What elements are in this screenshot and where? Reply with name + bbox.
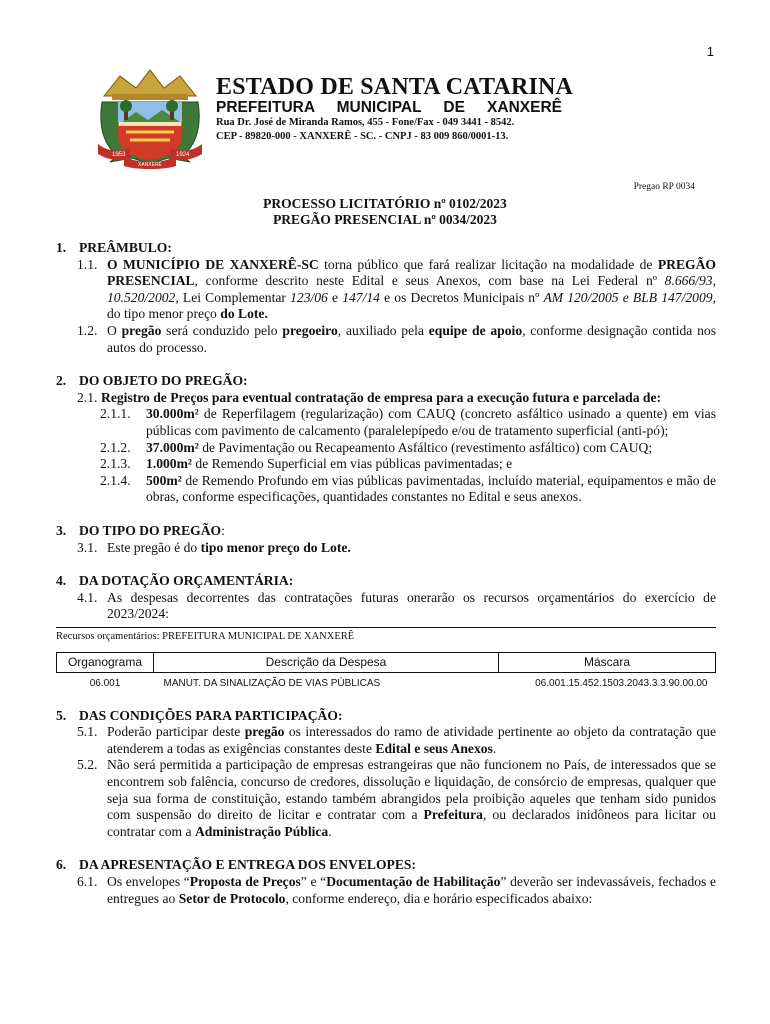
section-title: DA APRESENTAÇÃO E ENTREGA DOS ENVELOPES: xyxy=(79,857,417,873)
budget-table xyxy=(56,652,716,695)
section-title: DAS CONDIÇÕES PARA PARTICIPAÇÃO: xyxy=(79,707,343,723)
crest-year-right: 1924 xyxy=(176,152,190,158)
clause-number: 2.1.2. xyxy=(100,439,131,455)
clause-1-2 xyxy=(56,323,716,356)
clause-text: O pregão será conduzido pelo pregoeiro, auxiliado pela equipe de apoio, conforme designação contida nos autos do processo. xyxy=(107,322,716,355)
budget-table-header xyxy=(57,653,716,673)
clause-number: 5.2. xyxy=(77,757,98,773)
section-number: 1. xyxy=(56,240,67,255)
section-title: PREÂMBULO: xyxy=(79,240,172,255)
page-number: 1 xyxy=(706,44,714,59)
section-heading: 3. DO TIPO DO PREGÃO : xyxy=(56,522,225,538)
clause-5-2 xyxy=(56,757,716,840)
section-number: 5. xyxy=(56,707,67,723)
header-state-name: ESTADO DE SANTA CATARINA xyxy=(216,74,574,100)
column-header: Organograma xyxy=(57,653,154,673)
clause-text: 37.000m² de Pavimentação ou Recapeamento Asfáltico (revestimento asfáltico) com CAUQ; xyxy=(146,439,653,455)
crest-banner-text: XANXERÊ xyxy=(138,162,162,168)
processo-title: PROCESSO LICITATÓRIO nº 0102/2023 xyxy=(263,196,507,211)
clause-2-1-1 xyxy=(56,406,716,439)
header-cep-cnpj: CEP - 89820-000 - XANXERÊ - SC. - CNPJ - 83 009 860/0001-13. xyxy=(216,131,509,142)
clause-number: 1.2. xyxy=(77,322,98,338)
clause-text: 500m² de Remendo Profundo em vias públicas pavimentadas, incluído material, equipamentos e mão de obras, conforme especificações, quantidades constantes no Edital e seus anexos. xyxy=(146,472,716,505)
clause-1-1 xyxy=(56,257,716,323)
clause-text: 30.000m² de Reperfilagem (regularização) com CAUQ (concreto asfáltico usinado a quente) em vias públicas com pavimento de calcamento (paralelepípedo e/ou de tratamento superficial (anti-pó); xyxy=(146,406,716,438)
section-number: 4. xyxy=(56,573,67,589)
cell-organograma: 06.001 xyxy=(89,678,121,690)
clause-text: Não será permitida a participação de empresas estrangeiras que não funcionem no País, de interessados que se encontrem sob falência, concurso de credores, dissolução e liquidação, de consórcio de empresas, qualquer que seja sua forma de constituição, estando também abrangidos pela proibição aqueles que tenham sido punidos com suspensão do direito de licitar e contratar com a Prefeitura, ou declarados inidôneos para licitar ou contratar com a Administração Pública. xyxy=(107,757,716,839)
section-objeto xyxy=(56,373,716,506)
clause-text: Os envelopes “Proposta de Preços” e “Documentação de Habilitação” deverão ser indevassáveis, fechados e entregues ao Setor de Protocolo, conforme endereço, dia e horário especificados abaixo: xyxy=(107,874,717,906)
clause-text: As despesas decorrentes das contratações futuras onerarão os recursos orçamentários do exercício de 2023/2024: xyxy=(107,589,716,622)
table-row xyxy=(57,673,716,696)
section-heading xyxy=(56,708,716,725)
section-heading xyxy=(56,240,716,257)
clause-5-1 xyxy=(56,724,716,757)
clause-text: Poderão participar deste pregão os interessados do ramo de atividade pertinente ao objeto da contratação que atenderem a todas as exigências constantes deste Edital e seus Anexos. xyxy=(107,724,716,756)
municipal-crest-emblem xyxy=(96,66,204,170)
clause-text: 1.000m² de Remendo Superficial em vias públicas pavimentadas; e xyxy=(146,456,513,472)
cell-descricao: MANUT. DA SINALIZAÇÃO DE VIAS PÚBLICAS xyxy=(163,678,381,690)
column-header: Máscara xyxy=(499,653,716,673)
clause-text: Este pregão é do tipo menor preço do Lote. xyxy=(107,539,351,555)
section-heading xyxy=(56,573,716,590)
section-dotacao xyxy=(56,573,716,696)
clause-3-1 xyxy=(56,540,716,557)
section-title: DO OBJETO DO PREGÃO: xyxy=(79,373,248,389)
section-envelopes xyxy=(56,857,716,907)
section-title: DO TIPO DO PREGÃO xyxy=(79,522,222,538)
section-title: DA DOTAÇÃO ORÇAMENTÁRIA: xyxy=(79,573,294,589)
clause-4-1 xyxy=(56,590,716,623)
clause-2-1-3 xyxy=(56,456,716,473)
pregao-title: PREGÃO PRESENCIAL nº 0034/2023 xyxy=(273,212,497,227)
clause-number: 3.1. xyxy=(77,539,98,555)
column-header: Descrição da Despesa xyxy=(154,653,499,673)
clause-number: 1.1. xyxy=(77,256,98,272)
budget-divider xyxy=(56,627,716,628)
clause-text: O MUNICÍPIO DE XANXERÊ-SC torna público que fará realizar licitação na modalidade de PREGÃO PRESENCIAL, conforme descrito neste Edital e seus Anexos, com base na Lei Federal nº 8.666/93, 10.520/2002, Lei Complementar 123/06 e 147/14 e os Decretos Municipais nº AM 120/2005 e BLB 147/2009, do tipo menor preço do Lote. xyxy=(107,256,716,322)
section-participacao xyxy=(56,708,716,841)
header-address: Rua Dr. José de Miranda Ramos, 455 - Fone/Fax - 049 3441 - 8542. xyxy=(216,117,515,128)
document-body xyxy=(56,240,716,907)
clause-number: 4.1. xyxy=(77,589,98,605)
clause-number: 5.1. xyxy=(77,724,98,740)
section-number: 2. xyxy=(56,373,67,389)
clause-number: 6.1. xyxy=(77,874,98,889)
clause-number: 2.1.3. xyxy=(100,456,131,472)
clause-2-1-4 xyxy=(56,473,716,506)
section-tipo xyxy=(56,523,716,556)
section-heading xyxy=(56,373,716,390)
document-reference: Pregao RP 0034 xyxy=(633,182,695,192)
clause-2-1-2 xyxy=(56,440,716,457)
section-number: 3. xyxy=(56,522,67,538)
section-preambulo xyxy=(56,240,716,356)
clause-2-1 xyxy=(56,390,716,407)
clause-6-1 xyxy=(56,874,716,907)
section-number: 6. xyxy=(56,857,67,873)
clause-number: 2.1.4. xyxy=(100,472,131,488)
clause-number: 2.1.1. xyxy=(100,406,131,422)
crest-year-left: 1953 xyxy=(112,152,126,158)
cell-mascara: 06.001.15.452.1503.2043.3.3.90.00.00 xyxy=(535,678,708,690)
budget-caption: Recursos orçamentários: PREFEITURA MUNICIPAL DE XANXERÊ xyxy=(56,630,355,642)
clause-number: 2.1. xyxy=(77,389,98,405)
header-prefeitura: PREFEITURA MUNICIPAL DE XANXERÊ xyxy=(216,99,562,116)
section-heading xyxy=(56,857,716,874)
clause-text: Registro de Preços para eventual contratação de empresa para a execução futura e parcelada de: xyxy=(101,389,662,405)
